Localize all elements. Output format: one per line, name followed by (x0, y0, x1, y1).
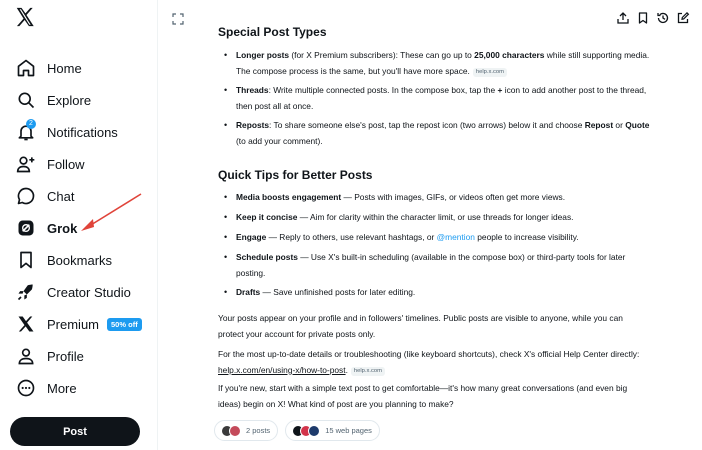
home-icon (16, 58, 36, 78)
sidebar-item-premium[interactable] (10, 310, 142, 338)
section-heading-special: Special Post Types (218, 25, 327, 39)
sidebar-item-home[interactable] (10, 54, 82, 82)
x-logo-icon[interactable] (14, 6, 36, 28)
bullet-text: : Write multiple connected posts. In the compose box, tap the (268, 85, 498, 95)
sidebar-item-explore[interactable] (10, 86, 91, 114)
bullet-strong: Repost (584, 120, 614, 130)
sidebar-item-label: Bookmarks (47, 252, 113, 268)
history-icon[interactable] (656, 11, 670, 25)
paragraph-text: For the most up-to-date details or troubleshooting (like keyboard shortcuts), check X's official Help Center directly: (218, 349, 640, 359)
bullet-strong: Media boosts engagement (236, 192, 342, 202)
paragraph (218, 347, 648, 378)
sidebar-item-chat[interactable] (10, 182, 74, 210)
sidebar-item-label: Follow (47, 156, 85, 172)
bullet-text: icon to add another post to the thread, then post all at once. (236, 85, 647, 111)
bullet-text: — Use X's built-in scheduling (available in the compose box) or third-party tools for later posting. (236, 252, 626, 278)
sidebar-item-follow[interactable] (10, 150, 85, 178)
bullet-text: people to increase visibility. (474, 232, 579, 242)
bullet-strong: Reposts (236, 120, 270, 130)
bullet-strong: Engage (236, 232, 267, 242)
sidebar-item-more[interactable] (10, 374, 77, 402)
avatar-stack (292, 425, 320, 437)
sidebar-item-grok[interactable] (10, 214, 77, 242)
bookmark-icon[interactable] (636, 11, 650, 25)
person-icon (16, 346, 36, 366)
sidebar-item-label: Explore (47, 92, 92, 108)
discount-badge: 50% off (107, 318, 142, 331)
x-logo-icon (16, 314, 36, 334)
bullet-text: : To share someone else's post, tap the repost icon (two arrows) below it and choose (269, 120, 585, 130)
help-center-link[interactable]: help.x.com/en/using-x/how-to-post (218, 364, 346, 375)
bullet-text: — Posts with images, GIFs, or videos often get more views. (341, 192, 566, 202)
section-heading-tips: Quick Tips for Better Posts (218, 168, 373, 182)
sources-row (214, 420, 380, 441)
bullet-strong: 25,000 characters (474, 50, 545, 60)
bullet-text: while still supporting media. The compose process is the same, but you'll have more space. (236, 50, 650, 76)
source-pill[interactable]: help.x.com (473, 68, 507, 77)
bullet-text: — Save unfinished posts for later editing. (260, 287, 416, 297)
list-item (226, 250, 650, 281)
sidebar-item-label: Profile (47, 348, 84, 364)
person-add-icon (16, 154, 36, 174)
bullet-text: (for X Premium subscribers): These can go up to (289, 50, 475, 60)
notification-count-badge: 2 (26, 119, 36, 129)
chip-label: 2 posts (246, 426, 271, 435)
chat-bubble-icon (16, 186, 36, 206)
mention-link[interactable]: @mention (436, 232, 475, 242)
sidebar-item-label: Grok (47, 220, 78, 236)
sidebar-item-profile[interactable] (10, 342, 84, 370)
list-item (226, 83, 650, 114)
sidebar (0, 0, 158, 450)
avatar (308, 425, 320, 437)
avatar (229, 425, 241, 437)
list-item (226, 48, 650, 79)
share-icon[interactable] (616, 11, 630, 25)
bullet-strong: + (497, 85, 503, 95)
sidebar-item-label: Creator Studio (47, 284, 131, 300)
more-circle-icon (16, 378, 36, 398)
list-item (226, 230, 650, 246)
grok-icon (16, 218, 36, 238)
rocket-icon (16, 282, 36, 302)
search-icon (16, 90, 36, 110)
list-item (226, 285, 650, 301)
chat-toolbar (616, 11, 690, 25)
bullet-strong: Drafts (236, 287, 261, 297)
chip-label: 15 web pages (325, 426, 372, 435)
source-pill[interactable]: help.x.com (351, 367, 385, 376)
paragraph: Your posts appear on your profile and in followers' timelines. Public posts are visible to anyone, while you can protect your account for private posts only. (218, 313, 623, 339)
post-button[interactable]: Post (10, 417, 140, 446)
list-item (226, 118, 650, 149)
paragraph-text: . (345, 364, 348, 375)
sidebar-item-notifications[interactable] (10, 118, 118, 146)
bullet-strong: Longer posts (236, 50, 290, 60)
list-item (226, 190, 650, 206)
web-sources-chip[interactable] (285, 420, 380, 441)
bullet-text: (to add your comment). (236, 135, 323, 146)
list-item (226, 210, 650, 226)
bullet-strong: Quote (625, 120, 650, 130)
bullet-strong: Keep it concise (236, 212, 298, 222)
bullet-strong: Threads (236, 85, 269, 95)
bullet-text: or (613, 120, 626, 130)
compose-icon[interactable] (676, 11, 690, 25)
sidebar-item-label: Notifications (47, 124, 118, 140)
bookmark-icon (16, 250, 36, 270)
sidebar-item-label: Chat (47, 188, 75, 204)
bullet-text: — Aim for clarity within the character limit, or use threads for longer ideas. (297, 212, 574, 222)
bell-icon (16, 122, 36, 142)
sidebar-item-label: Premium (47, 316, 100, 332)
sidebar-item-bookmarks[interactable] (10, 246, 112, 274)
sidebar-item-creator-studio[interactable] (10, 278, 131, 306)
avatar-stack (221, 425, 241, 437)
paragraph: If you're new, start with a simple text post to get comfortable—it's how many great conversations (and even big ideas) begin on X! What kind of post are you planning to make? (218, 383, 628, 409)
bullet-strong: Schedule posts (236, 252, 298, 262)
sidebar-item-label: More (47, 380, 77, 396)
bullet-text: — Reply to others, use relevant hashtags, or (266, 232, 437, 242)
expand-icon[interactable] (172, 12, 184, 24)
posts-sources-chip[interactable] (214, 420, 278, 441)
sidebar-item-label: Home (47, 60, 82, 76)
